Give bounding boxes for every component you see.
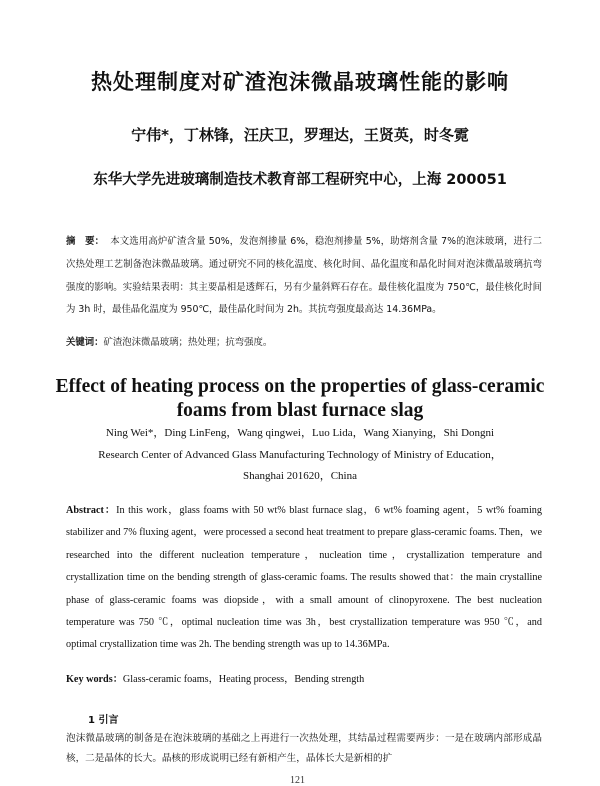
english-title — [40, 375, 560, 423]
section-heading: 1 引言 — [88, 715, 119, 726]
chinese-keywords-text: 矿渣泡沫微晶玻璃；热处理；抗弯强度。 — [103, 337, 273, 348]
chinese-keywords-label: 关键词： — [66, 337, 104, 348]
chinese-abstract — [66, 231, 542, 322]
chinese-authors: 宁伟*，丁林锋，汪庆卫，罗理达，王贤英，时冬霓 — [131, 126, 469, 144]
english-abstract-label: Abstract： — [66, 505, 117, 516]
english-keywords-label: Key words： — [66, 674, 123, 685]
english-title-line-2: foams from blast furnace slag — [176, 400, 424, 421]
chinese-abstract-text: 本文选用高炉矿渣含量 50%，发泡剂掺量 6%，稳泡剂掺量 5%，助熔剂含量 7%的泡沫玻璃，进行二次热处理工艺制备泡沫微晶玻璃。通过研究不同的核化温度、核化时间、晶化温度和晶化时间对泡沫微晶玻璃抗弯强度的影响。实验结果表明：其主要晶相是透辉石，另有少量斜辉石存在。最佳核化温度为 750℃，最佳核化时间为 3h 时，最佳晶化温度为 950℃，最佳晶化时间为 2h。其抗弯强度最高达 14.36MPa。 — [66, 236, 542, 316]
english-affiliation-line-2: Shanghai 201620，China — [243, 470, 357, 482]
english-keywords — [66, 670, 542, 685]
english-abstract — [66, 500, 542, 657]
english-title-line-1: Effect of heating process on the properties of glass-ceramic — [55, 376, 545, 397]
chinese-affiliation: 东华大学先进玻璃制造技术教育部工程研究中心，上海 200051 — [93, 172, 507, 188]
english-affiliation-line-1: Research Center of Advanced Glass Manufacturing Technology of Ministry of Education， — [98, 449, 502, 461]
chinese-abstract-label: 摘 要： — [66, 236, 105, 247]
page-number: 121 — [290, 775, 305, 786]
english-authors: Ning Wei*，Ding LinFeng，Wang qingwei，Luo Lida，Wang Xianying，Shi Dongni — [105, 427, 495, 439]
english-keywords-text: Glass-ceramic foams，Heating process，Bending strength — [122, 674, 365, 685]
english-abstract-text: In this work，glass foams with 50 wt% blast furnace slag，6 wt% foaming agent，5 wt% foaming stabilizer and 7% fluxing agent，were processed a second heat treatment to prepare glass-ceramic foams. Then，we researched into the different nucleation temperature，nucleation time，crystallization temperature and crystallization time on the bending strength of glass-ceramic foams. The results showed that：the main crystalline phase of glass-ceramic foams was diopside，with a small amount of clinopyroxene. The best nucleation temperature was 750 ℃，optimal nucleation time was 3h，best crystallization temperature was 950 ℃，and optimal crystallization time was 2h. The bending strength was up to 14.36MPa. — [66, 505, 542, 651]
body-paragraph: 泡沫微晶玻璃的制备是在泡沫玻璃的基础之上再进行一次热处理，其结晶过程需要两步：一是在玻璃内部形成晶核，二是晶体的长大。晶核的形成说明已经有新相产生，晶体长大是新相的扩 — [66, 733, 542, 764]
english-affiliation — [0, 445, 600, 487]
chinese-keywords — [66, 334, 542, 348]
chinese-title: 热处理制度对矿渣泡沫微晶玻璃性能的影响 — [91, 70, 509, 94]
